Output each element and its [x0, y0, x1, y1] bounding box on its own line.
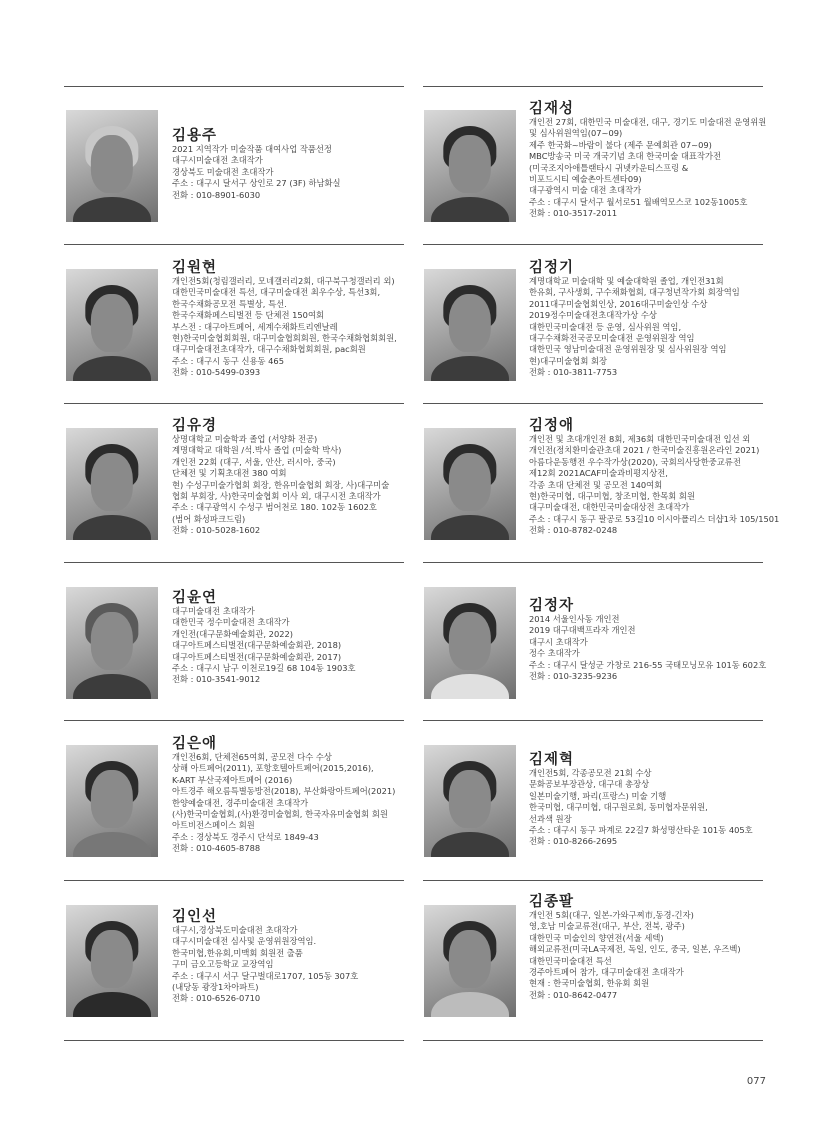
divider — [64, 244, 404, 245]
artist-bio: 대구미술대전 초대작가 대한민국 정수미술대전 초대작가 개인전(대구문화예술회관, 2022) 대구아트페스티벌전(대구문화예술회관, 2018) 대구아트페스티벌전(대구문화예술회관, 2017) 주소 : 대구시 남구 이천로19길 68 104동 1903호 전화 : 010-3541-9012 — [172, 606, 356, 685]
artist-name: 김종팔 — [529, 894, 575, 910]
artist-portrait-photo — [66, 269, 158, 381]
artist-portrait-photo — [66, 110, 158, 222]
artist-bio: 개인전 27회, 대한민국 미술대전, 대구, 경기도 미술대전 운영위원 및 심사위원역임(07~09) 제주 한국화~바람이 불다 (제주 문예회관 07~09) MBC방송국 미국 개국기념 초대 한국미술 대표작가전 (미국조지아애틀랜타시 귀넷카운티스프링 & 비포드시티 예술촌아트센타09) 대구광역시 미술 대전 초대작가 주소 : 대구시 달서구 월서로51 월배역모스코 102동1005호 전화 : 010-3517-2011 — [529, 117, 767, 219]
artist-name: 김윤연 — [172, 590, 218, 606]
artist-portrait-photo — [66, 587, 158, 699]
artist-name: 김유경 — [172, 418, 218, 434]
artist-portrait-photo — [424, 110, 516, 222]
artist-bio: 대구시,경상북도미술대전 초대작가 대구시미술대전 심사및 운영위원장역임. 한국미협,한유회,미맥회 회원전 출품 구미 금오고등학교 교장역임 주소 : 대구시 서구 달구벌대로1707, 105동 307호 (내당동 광장1차아파트) 전화 : 010-6526-0710 — [172, 925, 359, 1004]
artist-bio: 개인전 및 초대개인전 8회, 제36회 대한민국미술대전 입선 외 개인전(정치환미술관초대 2021 / 한국미술진흥원온라인 2021) 아름다운동행전 우수작가상(2020), 국회의사당한중교류전 제12회 2021ACAF미술과비평지상전, 각종 초대 단체전 및 공모전 140여회 현)한국미협, 대구미협, 창조미협, 한목회 회원 대구미술대전, 대한민국미술대상전 초대작가 주소 : 대구시 동구 팔공로 53길10 이시아폴리스 더샵1차 105/1501 전화 : 010-8782-0248 — [529, 434, 780, 536]
artist-portrait-photo — [66, 905, 158, 1017]
divider — [423, 86, 763, 87]
divider — [64, 1040, 404, 1041]
divider — [423, 1040, 763, 1041]
divider — [423, 720, 763, 721]
artist-name: 김정자 — [529, 598, 575, 614]
artist-name: 김제혁 — [529, 752, 575, 768]
artist-portrait-photo — [66, 745, 158, 857]
artist-bio: 2014 서울인사동 개인전 2019 대구대백프라자 개인전 대구시 초대작가 정수 초대작가 주소 : 대구시 달성군 가창로 216-55 국태모닝모유 101동 602호 전화 : 010-3235-9236 — [529, 614, 767, 682]
artist-portrait-photo — [424, 428, 516, 540]
divider — [423, 880, 763, 881]
artist-bio: 계명대학교 미술대학 및 예술대학원 졸업, 개인전31회 한유회, 구사생회, 구수채화협회, 대구청년작가회 회장역임 2011대구미술협회인상, 2016대구미술인상 수상 2019정수미술대전초대작가상 수상 대한민국미술대전 등 운영, 심사위원 역임, 대구수채화전국공모미술대전 운영위원장 역임 대한민국 영남미술대전 운영위원장 및 심사위원장 역임 현)대구미술협회 회장 전화 : 010-3811-7753 — [529, 276, 740, 378]
divider — [423, 562, 763, 563]
divider — [64, 403, 404, 404]
artist-portrait-photo — [424, 905, 516, 1017]
divider — [64, 720, 404, 721]
divider — [64, 562, 404, 563]
artist-name: 김원현 — [172, 260, 218, 276]
artist-portrait-photo — [424, 745, 516, 857]
artist-name: 김정애 — [529, 418, 575, 434]
divider — [64, 880, 404, 881]
artist-bio: 개인전6회, 단체전65여회, 공모전 다수 수상 상해 아트페어(2011), 포항호텔아트페어(2015,2016), K-ART 부산국제아트페어 (2016) 아트경주 해오름특별동방전(2018), 부산화랑아트페어(2021) 한양예술대전, 경주미술대전 초대작가 (사)한국미술협회,(사)환경미술협회, 한국자유미술협회 회원 아트비전스페이스 회원 주소 : 경상북도 경주시 단석로 1849-43 전화 : 010-4605-8788 — [172, 752, 396, 854]
artist-portrait-photo — [424, 269, 516, 381]
artist-portrait-photo — [424, 587, 516, 699]
divider — [64, 86, 404, 87]
artist-bio: 2021 지역작가 미술작품 대여사업 작품선정 대구시미술대전 초대작가 경상북도 미술대전 초대작가 주소 : 대구시 달서구 상인로 27 (3F) 하남화실 전화 : 010-8901-6030 — [172, 144, 341, 200]
artist-bio: 개인전5회, 각종공모전 21회 수상 문화공보부장관상, 대구대 총장상 일본미술기행, 파리(프랑스) 미술 기행 한국미협, 대구미협, 대구원로회, 동미협자문위원, 선과색 원장 주소 : 대구시 동구 파계로 22길7 화성명산타운 101동 405호 전화 : 010-8266-2695 — [529, 768, 753, 847]
artist-name: 김인선 — [172, 909, 218, 925]
divider — [423, 403, 763, 404]
divider — [423, 244, 763, 245]
artist-bio: 개인전 5회(대구, 일본-가와구찌市,동경-긴자) 영,호남 미술교류전(대구, 부산, 전북, 광주) 대한민국 미술인의 향연전(서울 세텍) 해외교류전(미국LA국제전, 독일, 인도, 중국, 일본, 우즈벡) 대한민국미술대전 특선 경주아트페어 참가, 대구미술대전 초대작가 현재 : 한국미술협회, 한유회 회원 전화 : 010-8642-0477 — [529, 910, 741, 1000]
artist-bio: 개인전5회(청림갤러리, 모네갤러리2회, 대구북구청갤러리 외) 대한민국미술대전 특선, 대구미술대전 최우수상, 특선3회, 한국수채화공모전 특별상, 특선. 한국수채화페스티벌전 등 단체전 150여회 부스전 : 대구아트페어, 세계수채화트리엔날레 현)한국미술협회회원, 대구미술협회회원, 한국수채화협회회원, 대구미술대전초대작가, 대구수채화협회회원, pac회원 주소 : 대구시 동구 신용동 465 전화 : 010-5499-0393 — [172, 276, 397, 378]
artist-name: 김용주 — [172, 128, 218, 144]
page-number: 077 — [746, 1076, 766, 1087]
artist-name: 김정기 — [529, 260, 575, 276]
artist-name: 김재성 — [529, 101, 575, 117]
artist-portrait-photo — [66, 428, 158, 540]
artist-bio: 상명대학교 미술학과 졸업 (서양화 전공) 계명대학교 대학원 /석.박사 졸업 (미술학 박사) 개인전 22회 (대구, 서울, 안산, 러시아, 중국) 단체전 및 기획초대전 380 여회 현) 수성구미술가협회 회장, 한유미술협회 회장, 사)대구미술 협회 부회장, 사)한국미술협회 이사 외, 대구시전 초대작가 주소 : 대구광역시 수성구 범어천로 180. 102동 1602호 (범어 화성파크드림) 전화 : 010-5028-1602 — [172, 434, 390, 536]
artist-name: 김은애 — [172, 736, 218, 752]
